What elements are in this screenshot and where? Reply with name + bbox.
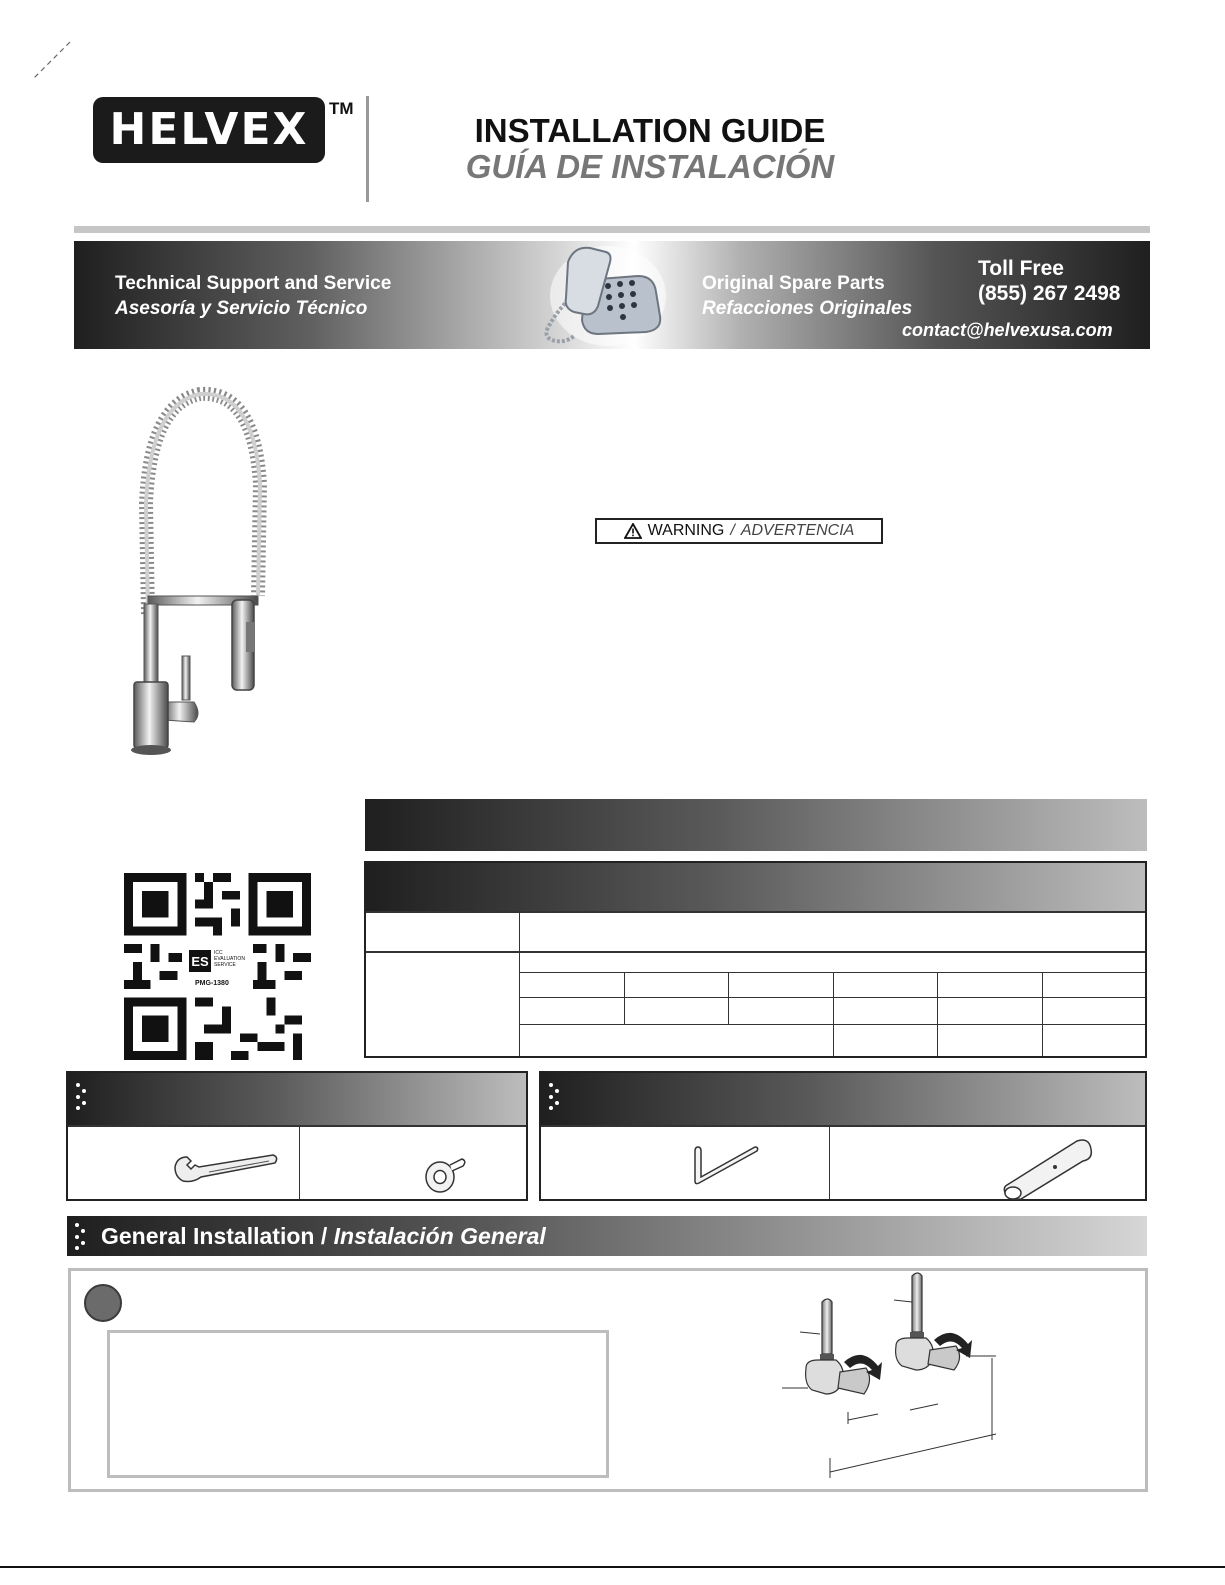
header-divider [366, 96, 369, 202]
guide-title-english: INSTALLATION GUIDE [474, 112, 826, 149]
helvex-logo [93, 97, 325, 163]
logo-text: HELVEX [109, 104, 309, 155]
warning-separator: / [730, 522, 735, 539]
page-bottom-rule [0, 1566, 1225, 1568]
general-installation-title-en: General Installation [101, 1223, 315, 1249]
bullet-dots-icon [547, 1081, 565, 1111]
parts-label-es: Refacciones Originales [702, 298, 913, 319]
step-number-circle [84, 1284, 122, 1322]
contact-email[interactable]: contact@helvexusa.com [902, 320, 1113, 340]
es-badge: ES [189, 950, 211, 972]
tools-needed-box [66, 1071, 528, 1201]
socket-tool-icon [999, 1133, 1095, 1201]
specifications-table [364, 861, 1147, 1058]
faucet-illustration [108, 384, 288, 764]
warning-label-es: ADVERTENCIA [740, 522, 855, 539]
parts-label-en: Original Spare Parts [702, 273, 885, 294]
warning-box [595, 518, 883, 544]
toll-free-phone[interactable]: (855) 267 2498 [978, 282, 1121, 305]
section-header-bar [365, 799, 1147, 851]
badge-caption: ICC EVALUATION SERVICE [214, 950, 245, 968]
tools-needed-header [68, 1073, 526, 1125]
warning-triangle-icon [624, 523, 642, 539]
adjustable-wrench-icon [173, 1151, 279, 1185]
warning-label-en: WARNING [647, 522, 725, 539]
support-label-en: Technical Support and Service [115, 273, 392, 294]
certification-badge [189, 950, 251, 994]
support-label-es: Asesoría y Servicio Técnico [115, 298, 368, 319]
general-installation-bar [67, 1216, 1147, 1256]
header-rule [74, 226, 1150, 233]
toll-free-label: Toll Free [978, 257, 1064, 280]
tools-included-box [539, 1071, 1147, 1201]
corner-trim-mark [28, 40, 74, 84]
bullet-dots-icon [74, 1081, 92, 1111]
bullet-dots-icon [73, 1220, 91, 1252]
phone-icon [528, 240, 668, 348]
allen-key-icon [691, 1143, 761, 1187]
pmg-listing: PMG-1380 [195, 980, 229, 987]
step-one-text-box [107, 1330, 609, 1478]
guide-title-spanish: GUÍA DE INSTALACIÓN [465, 148, 835, 185]
general-installation-title-es: Instalación General [333, 1223, 546, 1249]
teflon-tape-icon [422, 1153, 468, 1195]
shutoff-valves-diagram [770, 1272, 1010, 1482]
specifications-table-header [366, 863, 1145, 911]
general-installation-title [101, 1223, 546, 1250]
tools-included-header [541, 1073, 1145, 1125]
trademark-symbol: TM [329, 99, 354, 118]
general-installation-separator: / [320, 1223, 328, 1249]
